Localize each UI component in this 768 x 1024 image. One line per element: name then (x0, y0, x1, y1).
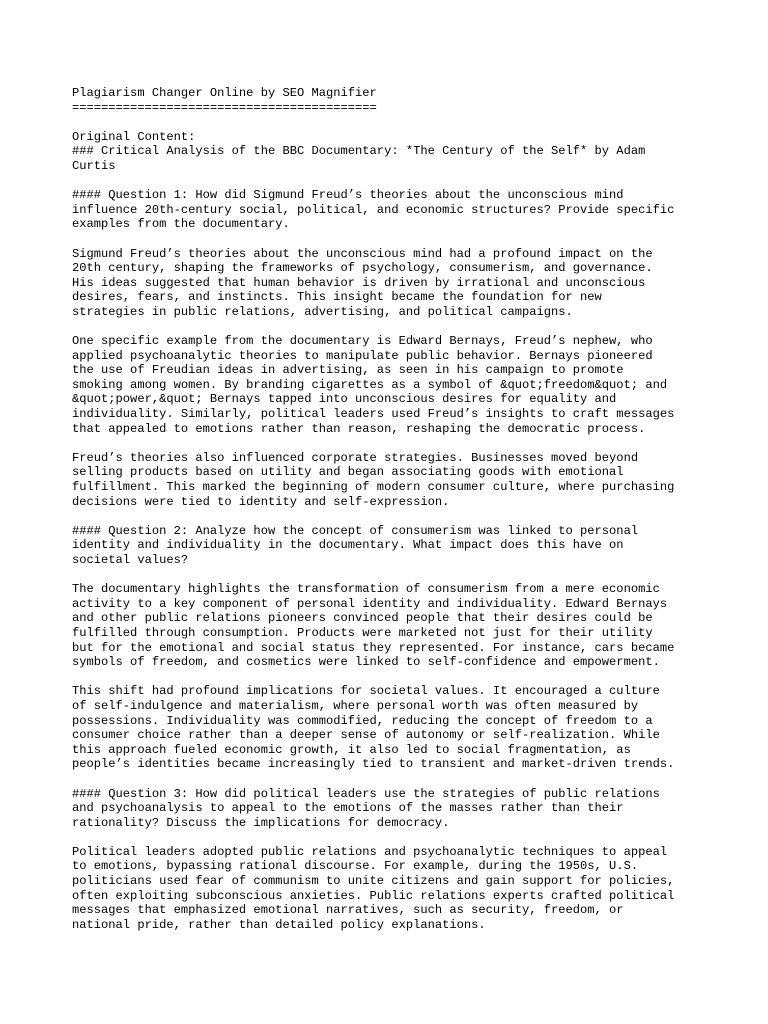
paragraph (72, 188, 712, 232)
text-line: fulfillment. This marked the beginning of modern consumer culture, where purchasing (72, 480, 675, 495)
text-line: symbols of freedom, and cosmetics were linked to self-confidence and empowerment. (72, 655, 660, 670)
text-line: possessions. Individuality was commodified, reducing the concept of freedom to a (72, 713, 653, 728)
paragraph (72, 451, 712, 509)
text-line: Original Content: (72, 129, 196, 144)
text-line: smoking among women. By branding cigarettes as a symbol of &quot;freedom&quot; and (72, 377, 668, 392)
paragraph (72, 684, 712, 772)
document-title: Plagiarism Changer Online by SEO Magnifier (72, 86, 377, 100)
text-line: applied psychoanalytic theories to manipulate public behavior. Bernays pioneered (72, 348, 653, 363)
text-line: #### Question 1: How did Sigmund Freud’s theories about the unconscious mind (72, 188, 624, 203)
text-line: decisions were tied to identity and self-expression. (72, 494, 450, 509)
text-line: strategies in public relations, advertising, and political campaigns. (72, 304, 573, 319)
paragraph (72, 247, 712, 320)
text-line: ### Critical Analysis of the BBC Documentary: *The Century of the Self* by Adam (72, 144, 646, 159)
text-line: people’s identities became increasingly tied to transient and market-driven trends. (72, 757, 675, 772)
text-line: that appealed to emotions rather than reason, reshaping the democratic process. (72, 421, 646, 436)
text-line: Freud’s theories also influenced corporate strategies. Businesses moved beyond (72, 450, 639, 465)
text-line: The documentary highlights the transformation of consumerism from a mere economic (72, 582, 660, 597)
text-line: 20th century, shaping the frameworks of psychology, consumerism, and governance. (72, 261, 653, 276)
text-line: messages that emphasized emotional narratives, such as security, freedom, or (72, 903, 624, 918)
paragraph (72, 845, 712, 933)
text-line: often exploiting subconscious anxieties. Public relations experts crafted political (72, 888, 675, 903)
title-rule: ========================================== (72, 100, 377, 115)
text-line: national pride, rather than detailed policy explanations. (72, 917, 486, 932)
text-line: rationality? Discuss the implications for democracy. (72, 815, 450, 830)
text-line: #### Question 2: Analyze how the concept of consumerism was linked to personal (72, 523, 639, 538)
text-line: individuality. Similarly, political leaders used Freud’s insights to craft messages (72, 407, 675, 422)
text-line: but for the emotional and social status they represented. For instance, cars became (72, 640, 675, 655)
paragraph (72, 787, 712, 831)
text-line: and other public relations pioneers convinced people that their desires could be (72, 611, 653, 626)
text-line: activity to a key component of personal identity and individuality. Edward Bernays (72, 596, 668, 611)
text-line: selling products based on utility and began associating goods with emotional (72, 465, 624, 480)
text-line: fulfilled through consumption. Products were marketed not just for their utility (72, 625, 653, 640)
text-line: This shift had profound implications for societal values. It encouraged a culture (72, 684, 660, 699)
text-line: Political leaders adopted public relations and psychoanalytic techniques to appeal (72, 844, 668, 859)
paragraph (72, 524, 712, 568)
text-line: One specific example from the documentary is Edward Bernays, Freud’s nephew, who (72, 334, 653, 349)
text-line: identity and individuality in the documentary. What impact does this have on (72, 538, 624, 553)
text-line: societal values? (72, 553, 189, 567)
text-line: examples from the documentary. (72, 217, 290, 232)
text-line: influence 20th-century social, political, and economic structures? Provide specific (72, 202, 675, 217)
text-line: desires, fears, and instincts. This insight became the foundation for new (72, 290, 602, 305)
document-header (72, 86, 712, 115)
paragraph (72, 334, 712, 436)
text-line: of self-indulgence and materialism, where personal worth was often measured by (72, 698, 639, 713)
document-page (72, 86, 712, 947)
text-line: Curtis (72, 158, 116, 173)
text-line: and psychoanalysis to appeal to the emotions of the masses rather than their (72, 801, 624, 816)
document-body (72, 130, 712, 933)
paragraph (72, 582, 712, 670)
text-line: this approach fueled economic growth, it also led to social fragmentation, as (72, 742, 631, 757)
text-line: politicians used fear of communism to unite citizens and gain support for policies, (72, 874, 675, 889)
text-line: Sigmund Freud’s theories about the unconscious mind had a profound impact on the (72, 246, 653, 261)
text-line: the use of Freudian ideas in advertising, as seen in his campaign to promote (72, 363, 624, 378)
text-line: His ideas suggested that human behavior is driven by irrational and unconscious (72, 275, 646, 290)
text-line: to emotions, bypassing rational discourse. For example, during the 1950s, U.S. (72, 859, 639, 874)
text-line: consumer choice rather than a deeper sense of autonomy or self-realization. While (72, 728, 660, 743)
paragraph (72, 130, 712, 174)
text-line: &quot;power,&quot; Bernays tapped into unconscious desires for equality and (72, 392, 617, 407)
text-line: #### Question 3: How did political leaders use the strategies of public relations (72, 786, 660, 801)
